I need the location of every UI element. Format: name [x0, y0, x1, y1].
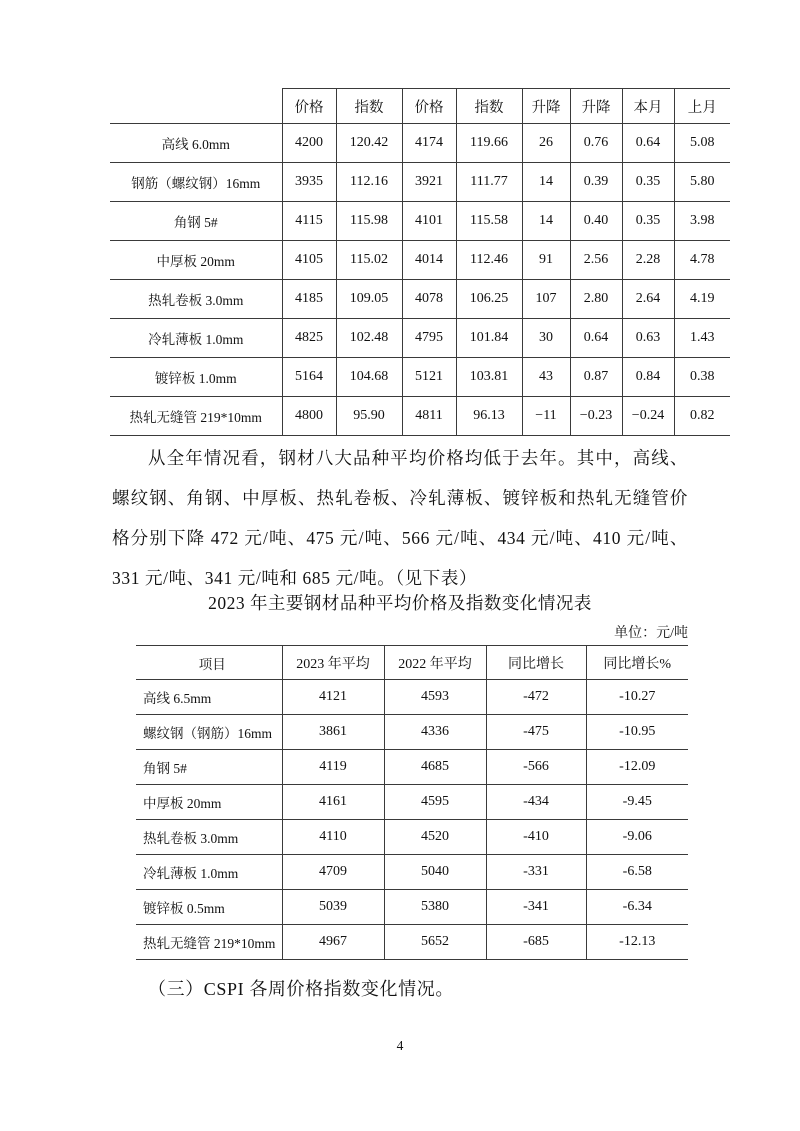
cell-change-index: 0.39 [570, 163, 622, 202]
row-item: 角钢 5# [136, 750, 282, 785]
cell-change-price: 26 [522, 124, 570, 163]
cell-avg-2022: 4593 [384, 680, 486, 715]
cell-yoy-percent: -10.95 [586, 715, 688, 750]
cell-change-index: 2.56 [570, 241, 622, 280]
cell-yoy-change: -566 [486, 750, 586, 785]
header-cell-yoy-percent: 同比增长% [586, 646, 688, 680]
table-row [110, 202, 730, 241]
header-cell-price-previous: 价格 [402, 89, 456, 124]
cell-yoy-percent: -10.27 [586, 680, 688, 715]
cell-price-current: 4825 [282, 319, 336, 358]
cell-index-previous: 101.84 [456, 319, 522, 358]
cell-avg-2023: 4110 [282, 820, 384, 855]
cell-yoy-change: -434 [486, 785, 586, 820]
cell-index-current: 120.42 [336, 124, 402, 163]
cell-avg-2023: 4967 [282, 925, 384, 960]
cell-yoy-percent: -9.45 [586, 785, 688, 820]
cell-last-month: 1.43 [674, 319, 730, 358]
cell-this-month: 0.63 [622, 319, 674, 358]
cell-change-index: 0.40 [570, 202, 622, 241]
cell-avg-2023: 5039 [282, 890, 384, 925]
cell-price-current: 4200 [282, 124, 336, 163]
price-index-table-container [110, 88, 717, 436]
header-cell-blank [110, 89, 282, 124]
cell-price-current: 4800 [282, 397, 336, 436]
cell-yoy-change: -341 [486, 890, 586, 925]
cell-price-current: 4105 [282, 241, 336, 280]
cell-yoy-change: -472 [486, 680, 586, 715]
cell-avg-2022: 4336 [384, 715, 486, 750]
cell-yoy-percent: -6.34 [586, 890, 688, 925]
cell-last-month: 5.08 [674, 124, 730, 163]
cell-change-price: 14 [522, 163, 570, 202]
cell-yoy-change: -685 [486, 925, 586, 960]
page-number: 4 [396, 1038, 404, 1053]
cell-last-month: 5.80 [674, 163, 730, 202]
cell-this-month: −0.24 [622, 397, 674, 436]
cell-avg-2022: 5040 [384, 855, 486, 890]
cell-this-month: 0.35 [622, 202, 674, 241]
cell-avg-2022: 4595 [384, 785, 486, 820]
price-index-table-head [110, 89, 730, 124]
cell-yoy-percent: -12.09 [586, 750, 688, 785]
row-label: 镀锌板 1.0mm [110, 358, 282, 397]
table-header-row [110, 89, 730, 124]
annual-average-table [136, 645, 688, 960]
table-row [136, 750, 688, 785]
row-label: 高线 6.0mm [110, 124, 282, 163]
annual-average-table-unit: 单位：元/吨 [614, 626, 688, 641]
header-cell-index-current: 指数 [336, 89, 402, 124]
cell-index-current: 109.05 [336, 280, 402, 319]
cell-index-previous: 115.58 [456, 202, 522, 241]
table-row [110, 397, 730, 436]
cell-change-price: 43 [522, 358, 570, 397]
cell-index-previous: 119.66 [456, 124, 522, 163]
cell-this-month: 0.64 [622, 124, 674, 163]
annual-average-table-container [136, 645, 688, 960]
row-item: 热轧无缝管 219*10mm [136, 925, 282, 960]
cell-index-current: 112.16 [336, 163, 402, 202]
table-row [136, 820, 688, 855]
cell-change-index: −0.23 [570, 397, 622, 436]
row-item: 镀锌板 0.5mm [136, 890, 282, 925]
cell-index-current: 104.68 [336, 358, 402, 397]
cell-price-previous: 4014 [402, 241, 456, 280]
cell-index-previous: 112.46 [456, 241, 522, 280]
header-cell-price-current: 价格 [282, 89, 336, 124]
row-item: 热轧卷板 3.0mm [136, 820, 282, 855]
cell-price-previous: 4078 [402, 280, 456, 319]
cell-price-previous: 4174 [402, 124, 456, 163]
cell-price-previous: 3921 [402, 163, 456, 202]
cell-avg-2023: 4161 [282, 785, 384, 820]
row-item: 中厚板 20mm [136, 785, 282, 820]
cell-change-price: 91 [522, 241, 570, 280]
cell-price-current: 5164 [282, 358, 336, 397]
cell-avg-2022: 4685 [384, 750, 486, 785]
cell-index-previous: 111.77 [456, 163, 522, 202]
table-row [110, 280, 730, 319]
row-label: 中厚板 20mm [110, 241, 282, 280]
row-item: 螺纹钢（钢筋）16mm [136, 715, 282, 750]
annual-average-table-head [136, 646, 688, 680]
row-item: 冷轧薄板 1.0mm [136, 855, 282, 890]
cell-index-current: 115.98 [336, 202, 402, 241]
cell-this-month: 2.28 [622, 241, 674, 280]
cell-price-previous: 4101 [402, 202, 456, 241]
header-cell-avg-2022: 2022 年平均 [384, 646, 486, 680]
cell-price-previous: 4811 [402, 397, 456, 436]
row-label: 热轧卷板 3.0mm [110, 280, 282, 319]
cell-avg-2023: 4709 [282, 855, 384, 890]
cell-yoy-percent: -6.58 [586, 855, 688, 890]
cell-avg-2022: 5652 [384, 925, 486, 960]
table-row [136, 715, 688, 750]
cell-yoy-change: -331 [486, 855, 586, 890]
cell-avg-2023: 3861 [282, 715, 384, 750]
row-item: 高线 6.5mm [136, 680, 282, 715]
table-row [136, 925, 688, 960]
row-label: 热轧无缝管 219*10mm [110, 397, 282, 436]
header-cell-this-month: 本月 [622, 89, 674, 124]
cell-index-current: 115.02 [336, 241, 402, 280]
cell-price-current: 4185 [282, 280, 336, 319]
cell-avg-2022: 4520 [384, 820, 486, 855]
table-row [136, 785, 688, 820]
cell-last-month: 4.78 [674, 241, 730, 280]
cell-index-previous: 106.25 [456, 280, 522, 319]
header-cell-avg-2023: 2023 年平均 [282, 646, 384, 680]
header-cell-yoy-change: 同比增长 [486, 646, 586, 680]
cell-price-current: 4115 [282, 202, 336, 241]
cell-avg-2022: 5380 [384, 890, 486, 925]
cell-index-previous: 103.81 [456, 358, 522, 397]
table-row [136, 890, 688, 925]
cell-change-index: 2.80 [570, 280, 622, 319]
annual-average-table-title: 2023 年主要钢材品种平均价格及指数变化情况表 [208, 593, 592, 613]
header-cell-change-price: 升降 [522, 89, 570, 124]
body-paragraph: 从全年情况看，钢材八大品种平均价格均低于去年。其中，高线、螺纹钢、角钢、中厚板、热轧卷板、冷轧薄板、镀锌板和热轧无缝管价格分别下降 472 元/吨、475 元/吨、566 元/吨、434 元/吨、410 元/吨、331 元/吨、341 元/吨和 685 元/吨。（见下表） [112, 447, 688, 588]
cell-avg-2023: 4119 [282, 750, 384, 785]
cell-change-index: 0.76 [570, 124, 622, 163]
price-index-table [110, 88, 730, 436]
header-cell-item: 项目 [136, 646, 282, 680]
table-row [110, 319, 730, 358]
table-header-row [136, 646, 688, 680]
cell-last-month: 3.98 [674, 202, 730, 241]
cell-yoy-change: -410 [486, 820, 586, 855]
price-index-table-body [110, 124, 730, 436]
row-label: 钢筋（螺纹钢）16mm [110, 163, 282, 202]
cell-change-price: 30 [522, 319, 570, 358]
table-row [136, 680, 688, 715]
cell-price-previous: 5121 [402, 358, 456, 397]
table-row [136, 855, 688, 890]
cell-price-current: 3935 [282, 163, 336, 202]
header-cell-index-previous: 指数 [456, 89, 522, 124]
cell-change-index: 0.87 [570, 358, 622, 397]
cell-yoy-percent: -9.06 [586, 820, 688, 855]
row-label: 冷轧薄板 1.0mm [110, 319, 282, 358]
cell-change-price: 14 [522, 202, 570, 241]
table-row [110, 124, 730, 163]
annual-average-table-body [136, 680, 688, 960]
cell-this-month: 2.64 [622, 280, 674, 319]
cell-this-month: 0.84 [622, 358, 674, 397]
section-heading: （三）CSPI 各周价格指数变化情况。 [148, 979, 454, 999]
header-cell-last-month: 上月 [674, 89, 730, 124]
cell-last-month: 4.19 [674, 280, 730, 319]
table-row [110, 358, 730, 397]
cell-yoy-change: -475 [486, 715, 586, 750]
cell-price-previous: 4795 [402, 319, 456, 358]
cell-this-month: 0.35 [622, 163, 674, 202]
row-label: 角钢 5# [110, 202, 282, 241]
cell-change-price: 107 [522, 280, 570, 319]
cell-index-previous: 96.13 [456, 397, 522, 436]
cell-index-current: 95.90 [336, 397, 402, 436]
cell-last-month: 0.82 [674, 397, 730, 436]
cell-yoy-percent: -12.13 [586, 925, 688, 960]
header-cell-change-index: 升降 [570, 89, 622, 124]
cell-change-price: −11 [522, 397, 570, 436]
cell-index-current: 102.48 [336, 319, 402, 358]
table-row [110, 163, 730, 202]
cell-change-index: 0.64 [570, 319, 622, 358]
cell-avg-2023: 4121 [282, 680, 384, 715]
cell-last-month: 0.38 [674, 358, 730, 397]
table-row [110, 241, 730, 280]
